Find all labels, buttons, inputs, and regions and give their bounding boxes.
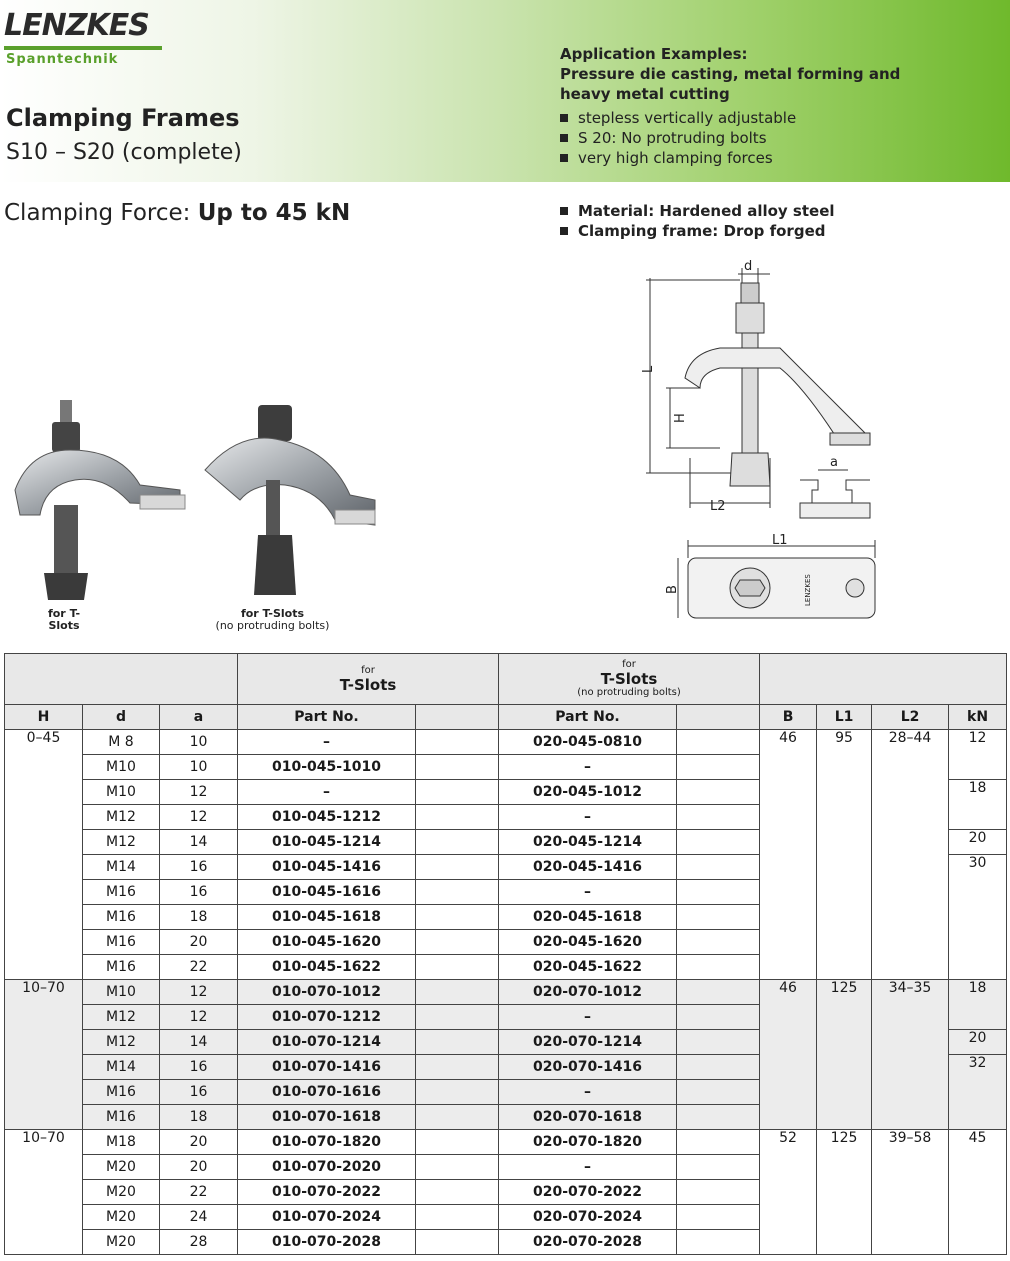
blank-cell [677,780,760,805]
blank-cell [416,1105,499,1130]
part-no-tslot: 010-045-1616 [238,880,416,905]
blank-cell [416,1155,499,1180]
blank-cell [416,780,499,805]
page-title: Clamping Frames [6,104,240,132]
feature-bullet: S 20: No protruding bolts [560,129,767,147]
d-cell: M12 [83,830,160,855]
kn-cell: 30 [949,855,1007,980]
blank-cell [677,1080,760,1105]
bullet-square-icon [560,134,568,142]
part-no-tslot: 010-070-1214 [238,1030,416,1055]
part-no-tslot: 010-045-1214 [238,830,416,855]
part-no-tslot: 010-045-1212 [238,805,416,830]
blank-cell [677,955,760,980]
part-no-no-protruding: 020-045-0810 [499,730,677,755]
l1-cell: 125 [817,1130,872,1255]
part-no-no-protruding: 020-070-1214 [499,1030,677,1055]
table-row [5,980,1007,1005]
kn-cell: 12 [949,730,1007,780]
part-no-no-protruding: – [499,755,677,780]
blank-cell [677,855,760,880]
photo-caption-1: for T-Slots [47,607,81,632]
h-cell: 0–45 [5,730,83,980]
part-no-tslot: 010-070-2022 [238,1180,416,1205]
part-no-tslot: 010-045-1416 [238,855,416,880]
blank-cell [677,1180,760,1205]
blank-cell [677,830,760,855]
d-cell: M20 [83,1230,160,1255]
blank-cell [677,1105,760,1130]
table-group-header: for T-Slots for T-Slots (no protruding bolts) [5,654,1007,705]
part-no-no-protruding: 020-045-1012 [499,780,677,805]
blank-cell [416,1030,499,1055]
d-cell: M10 [83,780,160,805]
part-no-no-protruding: 020-045-1622 [499,955,677,980]
d-cell: M16 [83,880,160,905]
part-no-tslot: 010-070-2020 [238,1155,416,1180]
kn-cell: 18 [949,780,1007,830]
blank-cell [416,805,499,830]
a-cell: 12 [160,980,238,1005]
kn-cell: 20 [949,830,1007,855]
dim-l2-label: L2 [710,499,726,514]
part-no-tslot: 010-045-1618 [238,905,416,930]
part-no-tslot: 010-045-1010 [238,755,416,780]
kn-cell: 32 [949,1055,1007,1130]
bullet-square-icon [560,154,568,162]
part-no-no-protruding: 020-070-1012 [499,980,677,1005]
blank-cell [416,1180,499,1205]
blank-cell [677,1205,760,1230]
b-cell: 46 [760,730,817,980]
table-row [5,1130,1007,1155]
photo-caption-2: for T-Slots (no protruding bolts) [215,607,330,632]
a-cell: 10 [160,730,238,755]
a-cell: 24 [160,1205,238,1230]
h-cell: 10–70 [5,980,83,1130]
a-cell: 14 [160,830,238,855]
dim-l-label: L [641,365,656,373]
d-cell: M20 [83,1205,160,1230]
part-no-tslot: 010-045-1620 [238,930,416,955]
applications-heading-line2: Pressure die casting, metal forming and [560,65,901,83]
part-no-no-protruding: – [499,880,677,905]
d-cell: M 8 [83,730,160,755]
applications-heading [560,44,980,104]
clamp-photo-no-protruding [200,400,380,610]
brand-subtitle: Spanntechnik [6,52,119,67]
dim-d-label: d [744,259,753,274]
material-bullet: Material: Hardened alloy steel [560,202,835,220]
a-cell: 18 [160,1105,238,1130]
clamping-force: Clamping Force: Up to 45 kN [4,200,351,226]
brand-underline [4,46,162,50]
a-cell: 22 [160,955,238,980]
blank-cell [677,1030,760,1055]
part-no-no-protruding: 020-045-1620 [499,930,677,955]
part-no-tslot: 010-070-2024 [238,1205,416,1230]
d-cell: M10 [83,980,160,1005]
b-cell: 46 [760,980,817,1130]
a-cell: 10 [160,755,238,780]
a-cell: 18 [160,905,238,930]
blank-cell [677,930,760,955]
part-no-no-protruding: 020-045-1214 [499,830,677,855]
blank-cell [416,855,499,880]
dim-h-label: H [673,413,688,423]
a-cell: 16 [160,1055,238,1080]
part-no-no-protruding: – [499,1155,677,1180]
header-banner [0,0,1010,182]
part-no-no-protruding: – [499,1080,677,1105]
h-cell: 10–70 [5,1130,83,1255]
blank-cell [677,805,760,830]
d-cell: M12 [83,1005,160,1030]
d-cell: M16 [83,1105,160,1130]
d-cell: M18 [83,1130,160,1155]
part-no-tslot: – [238,780,416,805]
d-cell: M10 [83,755,160,780]
l2-cell: 28–44 [872,730,949,980]
blank-cell [416,755,499,780]
d-cell: M12 [83,805,160,830]
blank-cell [416,1055,499,1080]
part-no-tslot: 010-070-1416 [238,1055,416,1080]
d-cell: M14 [83,1055,160,1080]
d-cell: M16 [83,905,160,930]
blank-cell [677,755,760,780]
dim-b-label: B [665,585,680,594]
a-cell: 20 [160,930,238,955]
blank-cell [416,980,499,1005]
blank-cell [416,1080,499,1105]
a-cell: 12 [160,1005,238,1030]
d-cell: M12 [83,1030,160,1055]
d-cell: M16 [83,955,160,980]
a-cell: 12 [160,805,238,830]
blank-cell [416,955,499,980]
feature-bullet: very high clamping forces [560,149,773,167]
dim-a-label: a [830,455,838,470]
kn-cell: 18 [949,980,1007,1030]
part-no-tslot: 010-070-1212 [238,1005,416,1030]
blank-cell [677,1130,760,1155]
clamp-photo-tslot [10,395,190,605]
part-no-no-protruding: 020-070-1416 [499,1055,677,1080]
table-row [5,730,1007,755]
blank-cell [677,880,760,905]
part-no-tslot: 010-070-1012 [238,980,416,1005]
part-no-no-protruding: 020-070-2024 [499,1205,677,1230]
part-no-no-protruding: – [499,1005,677,1030]
a-cell: 16 [160,1080,238,1105]
a-cell: 20 [160,1130,238,1155]
part-no-tslot: – [238,730,416,755]
kn-cell: 45 [949,1130,1007,1255]
blank-cell [677,905,760,930]
part-no-no-protruding: 020-070-2022 [499,1180,677,1205]
a-cell: 16 [160,855,238,880]
drawing-stamp: LENZKES [804,574,812,606]
l2-cell: 39–58 [872,1130,949,1255]
part-no-no-protruding: 020-070-1618 [499,1105,677,1130]
technical-drawing [640,258,890,628]
a-cell: 12 [160,780,238,805]
l1-cell: 95 [817,730,872,980]
part-no-tslot: 010-070-2028 [238,1230,416,1255]
l1-cell: 125 [817,980,872,1130]
part-no-tslot: 010-070-1820 [238,1130,416,1155]
feature-bullet: stepless vertically adjustable [560,109,796,127]
blank-cell [677,980,760,1005]
bullet-square-icon [560,114,568,122]
kn-cell: 20 [949,1030,1007,1055]
applications-heading-line1: Application Examples: [560,45,748,63]
d-cell: M16 [83,930,160,955]
part-no-no-protruding: 020-045-1618 [499,905,677,930]
blank-cell [677,1005,760,1030]
d-cell: M14 [83,855,160,880]
l2-cell: 34–35 [872,980,949,1130]
part-no-no-protruding: 020-070-2028 [499,1230,677,1255]
blank-cell [416,905,499,930]
a-cell: 22 [160,1180,238,1205]
bullet-square-icon [560,207,568,215]
part-no-no-protruding: 020-045-1416 [499,855,677,880]
blank-cell [416,1230,499,1255]
a-cell: 14 [160,1030,238,1055]
d-cell: M20 [83,1180,160,1205]
blank-cell [416,880,499,905]
a-cell: 16 [160,880,238,905]
part-no-no-protruding: 020-070-1820 [499,1130,677,1155]
a-cell: 20 [160,1155,238,1180]
page-subtitle: S10 – S20 (complete) [6,140,242,165]
blank-cell [677,1230,760,1255]
b-cell: 52 [760,1130,817,1255]
part-no-tslot: 010-070-1618 [238,1105,416,1130]
material-bullet: Clamping frame: Drop forged [560,222,825,240]
bullet-square-icon [560,227,568,235]
blank-cell [416,1130,499,1155]
brand-logo [4,8,164,68]
applications-heading-line3: heavy metal cutting [560,85,730,103]
part-no-tslot: 010-070-1616 [238,1080,416,1105]
blank-cell [416,730,499,755]
a-cell: 28 [160,1230,238,1255]
table-column-header: H d a Part No. Part No. B L1 L2 kN [5,705,1007,730]
brand-name: LENZKES [4,8,149,43]
d-cell: M20 [83,1155,160,1180]
blank-cell [416,830,499,855]
blank-cell [416,930,499,955]
blank-cell [677,1055,760,1080]
part-no-tslot: 010-045-1622 [238,955,416,980]
blank-cell [677,1155,760,1180]
blank-cell [416,1005,499,1030]
d-cell: M16 [83,1080,160,1105]
part-no-no-protruding: – [499,805,677,830]
blank-cell [416,1205,499,1230]
spec-table [4,653,1007,1255]
dim-l1-label: L1 [772,533,788,548]
blank-cell [677,730,760,755]
